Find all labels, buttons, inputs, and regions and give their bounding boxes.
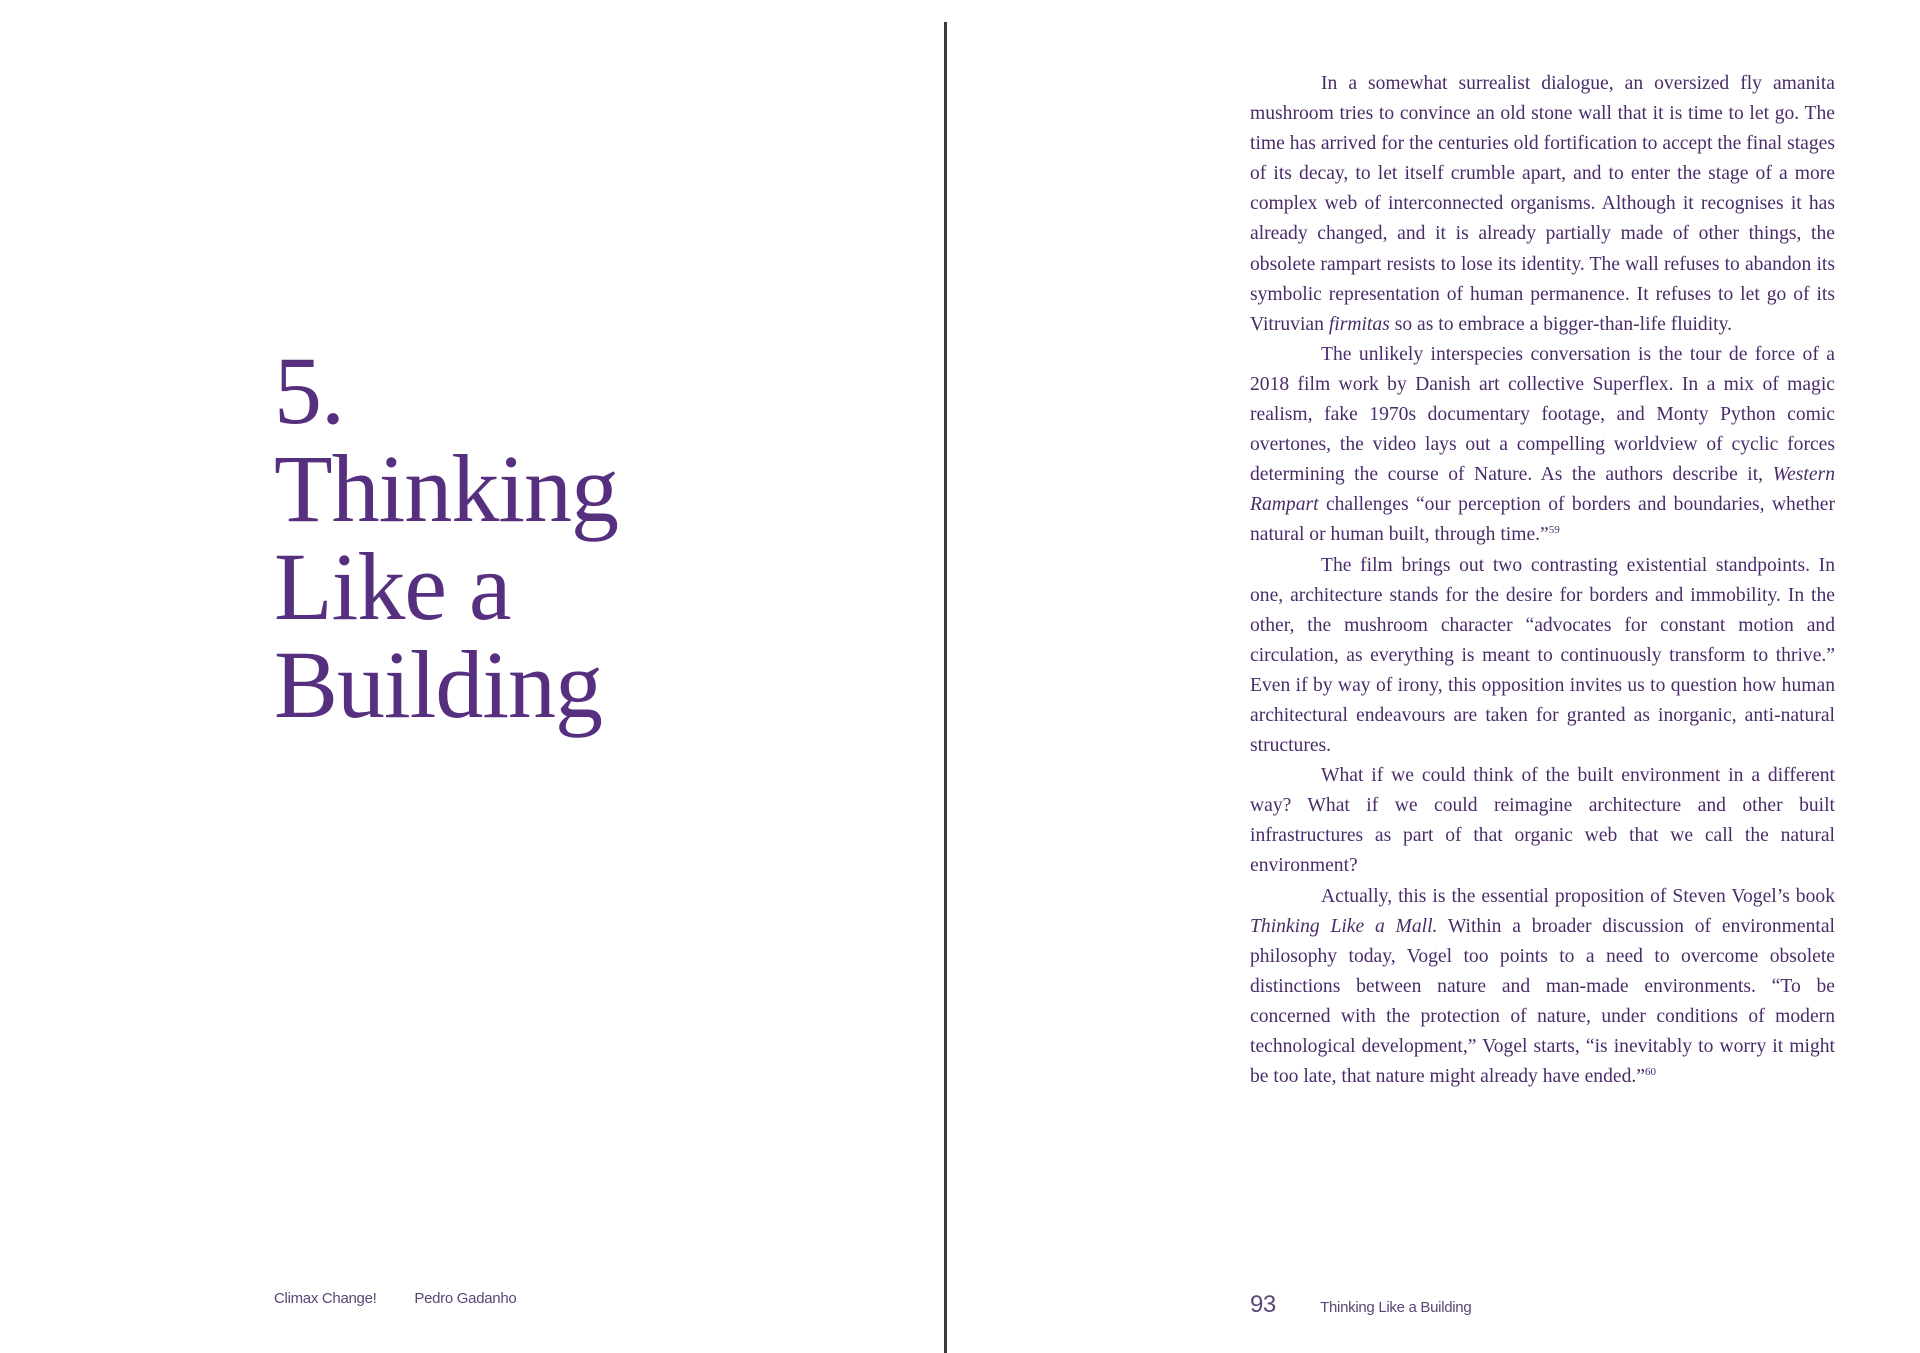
- paragraph: Actually, this is the essential proposition of Steven Vogel’s book Thinking Like a Mall. Within a broader discussion of environmental philosophy today, Vogel too points to a need to overcome obsolete distinctions between nature and man-made environments. “To be concerned with the protection of nature, under conditions of modern technological development,” Vogel starts, “is inevitably to worry it might be too late, that nature might already have ended.”$^{60}$: [1250, 885, 1835, 1088]
- paragraph: In a somewhat surrealist dialogue, an oversized fly amanita mushroom tries to convince an old stone wall that it is time to let go. The time has arrived for the centuries old fortification to accept the final stages of its decay, to let itself crumble apart, and to enter the stage of a more complex web of interconnected organisms. Although it recognises it has already changed, and it is already partially made of other things, the obsolete rampart resists to lose its identity. The wall refuses to abandon its symbolic representation of human permanence. It refuses to let go of its Vitruvian firmitas so as to embrace a bigger-than-life fluidity.: [1250, 73, 1835, 335]
- paragraph: The unlikely interspecies conversation is the tour de force of a 2018 film work by Danish art collective Superflex. In a mix of magic realism, fake 1970s documentary footage, and Monty Python comic overtones, the video lays out a compelling worldview of cyclic forces determining the course of Nature. As the authors describe it, Western Rampart challenges “our perception of borders and boundaries, whether natural or human built, through time.”$^{59}$: [1250, 343, 1835, 546]
- right-page: [947, 0, 1920, 1353]
- book-title: Climax Change!: [274, 1290, 377, 1307]
- author-name: Pedro Gadanho: [414, 1290, 517, 1307]
- paragraph: What if we could think of the built environment in a different way? What if we could reimagine architecture and other built infrastructures as part of that organic web that we call the natural environment?: [1250, 765, 1835, 877]
- italic-work-title: Western Rampart: [1250, 464, 1835, 516]
- chapter-title-line: Like a: [274, 533, 511, 640]
- running-head: Thinking Like a Building: [1320, 1299, 1472, 1316]
- paragraph: The film brings out two contrasting existential standpoints. In one, architecture stands for the desire for borders and immobility. In the other, the mushroom character “advocates for constant motion and circulation, as everything is meant to continuously transform to thrive.” Even if by way of irony, this opposition invites us to question how human architectural endeavours are taken for granted as inorganic, anti-natural structures.: [1250, 554, 1835, 757]
- left-page: [0, 0, 944, 1353]
- body-text: [1250, 69, 1835, 1092]
- right-footer: [1250, 1291, 1471, 1319]
- footnote-reference: 60: [1644, 1066, 1656, 1079]
- page-number: 93: [1250, 1291, 1276, 1318]
- chapter-number: 5.: [274, 337, 344, 444]
- chapter-title-line: Thinking: [274, 435, 618, 542]
- footnote-reference: 59: [1548, 524, 1560, 537]
- left-footer: [274, 1290, 550, 1307]
- italic-term: firmitas: [1328, 313, 1390, 335]
- chapter-heading: [274, 337, 618, 738]
- italic-book-title: Thinking Like a Mall.: [1250, 915, 1438, 937]
- chapter-title-line: Building: [274, 631, 603, 738]
